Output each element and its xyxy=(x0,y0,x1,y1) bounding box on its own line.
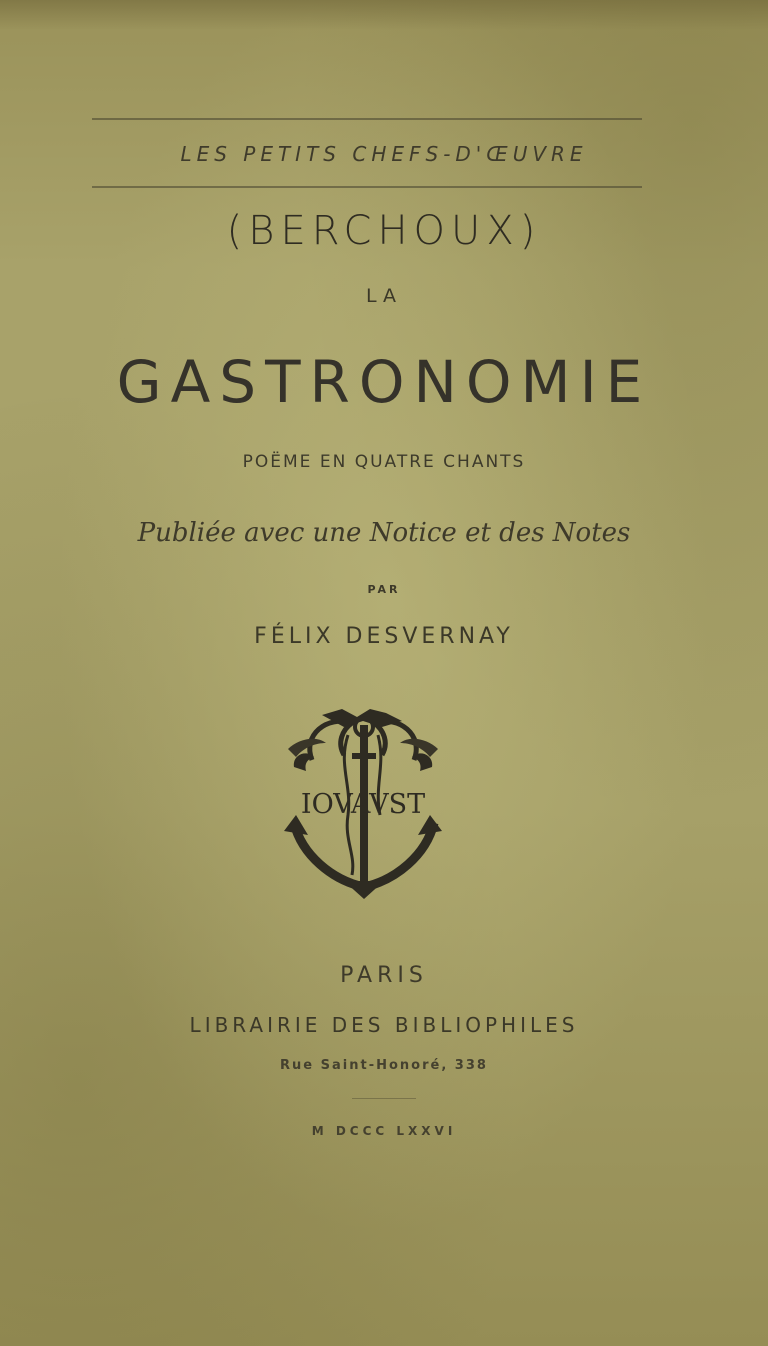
anchor-printer-mark-icon xyxy=(282,705,444,901)
publisher-address: Rue Saint-Honoré, 338 xyxy=(280,1058,488,1073)
publication-city: PARIS xyxy=(340,963,428,988)
series-underline xyxy=(92,186,642,188)
author-name: (BERCHOUX) xyxy=(226,208,542,254)
book-title: GASTRONOMIE xyxy=(116,348,652,416)
editor-name: FÉLIX DESVERNAY xyxy=(254,624,514,649)
worn-top-edge xyxy=(0,0,768,30)
by-label: PAR xyxy=(367,583,401,596)
series-title: LES PETITS CHEFS-D'ŒUVRE xyxy=(180,142,588,166)
top-rule xyxy=(92,118,642,120)
date-rule xyxy=(352,1098,416,1099)
publication-note: Publiée avec une Notice et des Notes xyxy=(137,518,631,548)
title-article: LA xyxy=(365,285,403,307)
printer-mark-motto: IOVAVST xyxy=(300,789,426,820)
publication-date: M DCCC LXXVI xyxy=(311,1124,457,1138)
publisher-name: LIBRAIRIE DES BIBLIOPHILES xyxy=(189,1013,579,1037)
book-subtitle: POËME EN QUATRE CHANTS xyxy=(242,452,526,472)
